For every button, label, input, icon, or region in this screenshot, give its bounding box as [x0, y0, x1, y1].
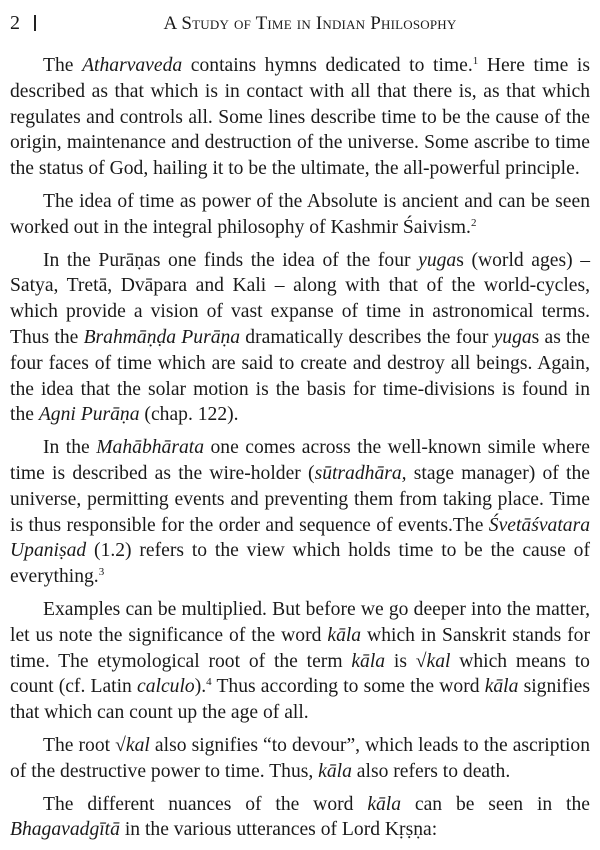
- text-run: stage manager) of the universe, permitting events and preventing them from taking place. Time is thus responsible for the order and sequence of events.The: [10, 462, 590, 536]
- italic-term: Atharvaveda: [82, 55, 183, 76]
- text-run: is √: [385, 650, 427, 672]
- text-run: Examples can be multiplied. But before we go deeper into the matter, let us note the significance of the word: [10, 598, 590, 646]
- italic-term: yuga: [418, 249, 457, 271]
- paragraph-puranas: [10, 248, 590, 429]
- text-run: In the: [43, 437, 97, 459]
- text-run: Here time is described as that which is in contact with all that there is, as that which regulates and controls all. Some lines describe time to be the cause of the origin, maintenance and destruction of the universe. Some ascribe to time the status of God, hailing it to be the ultimate, the all-powerful principle.: [10, 55, 590, 180]
- italic-term: yuga: [493, 326, 532, 348]
- text-run: The different nuances of the word: [43, 793, 368, 815]
- text-run: which in Sanskrit stands for time. The etymological root of the term: [10, 624, 590, 672]
- running-head: [0, 10, 600, 36]
- paragraph-mahabharata: [10, 435, 590, 590]
- italic-term: kal: [426, 650, 451, 672]
- text-run: The idea of time as power of the Absolute is ancient and can be seen worked out in the integral philosophy of Kashmir Śaivism.: [10, 190, 590, 238]
- text-run: also signifies “to devour”, which leads to the ascription of the destructive power to time. Thus,: [10, 734, 590, 782]
- italic-term: kāla: [327, 624, 362, 646]
- text-run: (1.2) refers to the view which holds time to be the cause of everything.: [10, 540, 590, 588]
- paragraph-atharvaveda: [10, 53, 590, 182]
- italic-term: Brahmāṇḍa Purāṇa: [83, 326, 241, 348]
- text-run: also refers to death.: [351, 760, 511, 782]
- italic-term: kāla: [484, 676, 519, 698]
- body-text: [10, 53, 590, 850]
- text-run: In the Purāṇas one finds the idea of the four: [43, 249, 419, 271]
- text-run: which means to count (cf. Latin: [10, 650, 590, 698]
- text-run: s (world ages) – Satya, Tretā, Dvāpara and Kali – along with that of the world-cycles, which provide a vision of vast expanse of time in astronomical terms. Thus the: [10, 249, 590, 348]
- italic-term: kāla: [318, 760, 352, 782]
- page-number: 2: [10, 12, 20, 34]
- text-run: The root √: [43, 734, 126, 756]
- footnote-marker: 4: [206, 676, 212, 689]
- paragraph-absolute-power: [10, 189, 590, 241]
- footnote-marker: 2: [470, 216, 477, 229]
- paragraph-bhagavadgita: [10, 792, 590, 844]
- running-title: A Study of Time in Indian Philosophy: [163, 13, 457, 34]
- italic-term: kāla: [351, 650, 386, 672]
- italic-term: calculo: [137, 676, 195, 698]
- text-run: s as the four faces of time which are said to create and destroy all beings. Again, the idea that the solar motion is the basis for time-divisions is found in the: [10, 326, 590, 426]
- italic-term: Śvetāśvatara Upaniṣad: [10, 514, 590, 562]
- italic-term: Agni Purāṇa: [38, 404, 140, 426]
- italic-term: Bhagavadgītā: [10, 819, 120, 841]
- italic-term: kal: [125, 734, 150, 756]
- italic-term: sūtradhāra,: [314, 462, 407, 484]
- paragraph-kala-etymology: [10, 597, 590, 726]
- paragraph-devour: [10, 733, 590, 785]
- footnote-marker: 1: [472, 55, 479, 67]
- text-run: Thus according to some the word: [211, 676, 485, 698]
- text-run: signifies that which can count up the age of all.: [10, 676, 590, 724]
- text-run: one comes across the well-known simile where time is described as the wire-holder (: [10, 437, 590, 484]
- italic-term: Mahābhārata: [96, 437, 204, 459]
- text-run: (chap. 122).: [139, 404, 239, 426]
- text-run: can be seen in the: [401, 793, 590, 815]
- footnote-marker: 3: [98, 566, 105, 579]
- text-run: ).: [194, 676, 207, 698]
- text-run: contains hymns dedicated to time.: [182, 55, 473, 76]
- text-run: in the various utterances of Lord Kṛṣṇa:: [119, 819, 438, 841]
- text-run: The: [43, 55, 83, 76]
- italic-term: kāla: [367, 793, 402, 815]
- text-run: dramatically describes the four: [240, 326, 494, 348]
